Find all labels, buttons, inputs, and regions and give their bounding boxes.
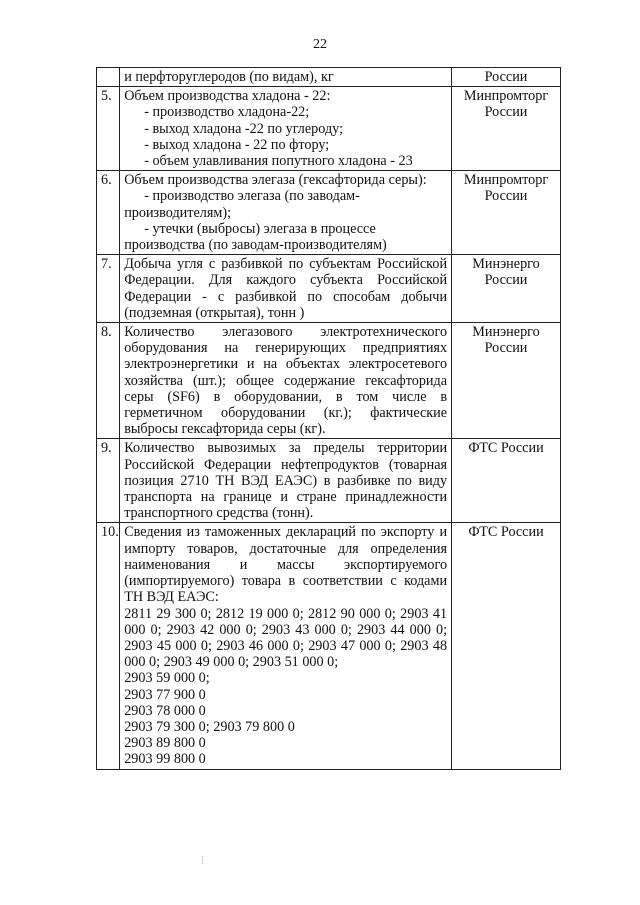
table-row bbox=[97, 439, 561, 523]
list-item: - производство хладона-22; bbox=[144, 104, 310, 121]
table-row bbox=[97, 323, 561, 439]
text-line: Добыча угля с разбивкой по субъектам Российской Федерации. Для каждого субъекта Российской Федерации - с разбивкой по способам добычи (подземная (открытая), тонн ) bbox=[124, 256, 448, 321]
list-item: - выход хладона - 22 по фтору; bbox=[144, 136, 330, 153]
row-description bbox=[120, 171, 452, 255]
table-row bbox=[97, 171, 561, 255]
text-line: 2903 59 000 0; bbox=[124, 670, 210, 687]
text-line: Объем производства хладона - 22: bbox=[124, 88, 331, 105]
list-item: - объем улавливания попутного хладона - 23 bbox=[144, 153, 413, 170]
text-line: 2811 29 300 0; 2812 19 000 0; 2812 90 000 0; 2903 41 000 0; 2903 42 000 0; 2903 43 000 0; 2903 44 000 0; 2903 45 000 0; 2903 46 000 0; 2903 47 000 0; 2903 48 000 0; 2903 49 000 0; 2903 51 000 0; bbox=[124, 605, 448, 671]
row-number: 10. bbox=[97, 523, 120, 769]
list-item: - выход хладона -22 по углероду; bbox=[144, 120, 344, 137]
text-line: 2903 99 800 0 bbox=[124, 751, 206, 768]
row-number: 7. bbox=[97, 255, 120, 323]
row-number bbox=[97, 68, 120, 87]
data-sources-table bbox=[96, 67, 561, 770]
text-line: Количество элегазового электротехнического оборудования на генерирующих предприятиях электроэнергетики и на объектах электросетевого хозяйства (шт.); общее содержание гексафторида серы (SF6) в оборудовании, в том числе в герметичном оборудовании (кг.); фактические выбросы гексафторида серы (кг). bbox=[124, 324, 448, 438]
table-row bbox=[97, 255, 561, 323]
row-number: 8. bbox=[97, 323, 120, 439]
row-description bbox=[120, 68, 452, 87]
responsible-agency: России bbox=[452, 68, 561, 87]
row-description bbox=[120, 87, 452, 171]
text-line: 2903 78 000 0 bbox=[124, 702, 206, 719]
responsible-agency: Минэнерго России bbox=[452, 255, 561, 323]
table-row bbox=[97, 68, 561, 87]
responsible-agency: Минэнерго России bbox=[452, 323, 561, 439]
text-line: 2903 89 800 0 bbox=[124, 735, 206, 752]
text-line: 2903 77 900 0 bbox=[124, 686, 206, 703]
responsible-agency: Минпромторг России bbox=[452, 171, 561, 255]
row-number: 9. bbox=[97, 439, 120, 523]
row-number: 5. bbox=[97, 87, 120, 171]
scan-mark bbox=[202, 856, 204, 864]
table-row bbox=[97, 87, 561, 171]
text-line: производства (по заводам-производителям) bbox=[124, 237, 387, 254]
row-description bbox=[120, 323, 452, 439]
text-line: Сведения из таможенных деклараций по экспорту и импорту товаров, достаточные для определения наименования и массы экспортируемого (импортируемого) товара в соответствии с кодами ТН ВЭД ЕАЭС: bbox=[124, 524, 448, 606]
row-description bbox=[120, 255, 452, 323]
responsible-agency: ФТС России bbox=[452, 439, 561, 523]
text-line: Объем производства элегаза (гексафторида серы): bbox=[124, 172, 427, 189]
page-number: 22 bbox=[313, 37, 327, 52]
row-description bbox=[120, 523, 452, 769]
text-line: 2903 79 300 0; 2903 79 800 0 bbox=[124, 718, 295, 735]
responsible-agency: ФТС России bbox=[452, 523, 561, 769]
text-line: производителям); bbox=[124, 204, 232, 221]
list-item: - утечки (выбросы) элегаза в процессе bbox=[144, 220, 376, 237]
row-description bbox=[120, 439, 452, 523]
table-body bbox=[97, 68, 561, 770]
responsible-agency: Минпромторг России bbox=[452, 87, 561, 171]
row-number: 6. bbox=[97, 171, 120, 255]
text-line: Количество вывозимых за пределы территории Российской Федерации нефтепродуктов (товарная позиция 2710 ТН ВЭД ЕАЭС) в разбивке по виду транспорта на границе и стране принадлежности транспортного средства (тонн). bbox=[124, 440, 448, 522]
table-row bbox=[97, 523, 561, 769]
text-line: и перфторуглеродов (по видам), кг bbox=[124, 69, 334, 85]
list-item: - производство элегаза (по заводам- bbox=[144, 188, 360, 205]
